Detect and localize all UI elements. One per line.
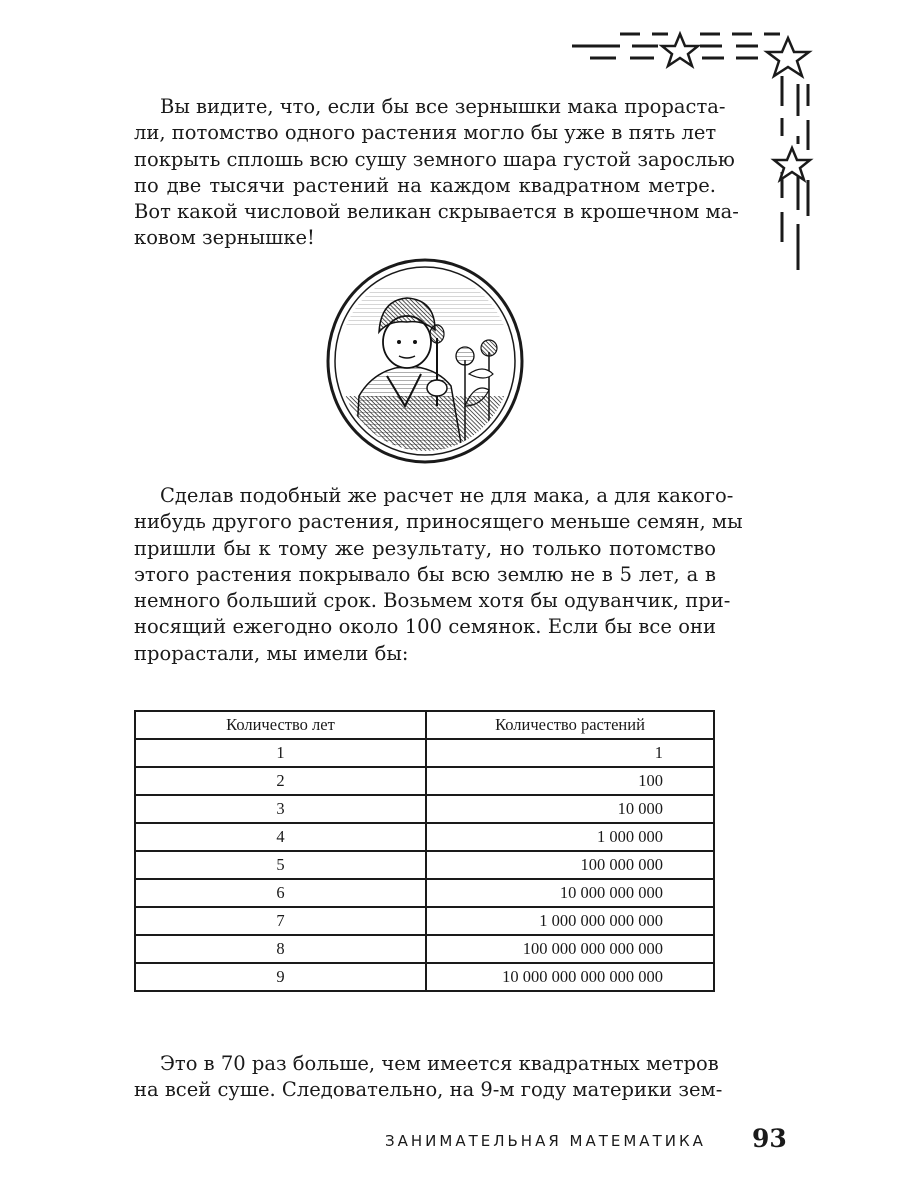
paragraph-2-line: пришли бы к тому же результату, но только потомство: [134, 536, 716, 560]
boy-with-poppies-medallion: [325, 256, 525, 466]
paragraph-1: [134, 94, 739, 252]
table-row: [135, 935, 714, 963]
paragraph-3: [134, 1051, 723, 1104]
paragraph-1-line: Вы видите, что, если бы все зернышки мака прораста-: [160, 95, 726, 118]
paragraph-3-line: Это в 70 раз больше, чем имеется квадратных метров: [160, 1052, 719, 1075]
years-column-header: Количество лет: [135, 711, 426, 739]
plants-cell: 10 000 000 000 000 000: [426, 963, 714, 991]
page-number: 93: [752, 1124, 787, 1153]
table-row: [135, 767, 714, 795]
years-cell: 7: [135, 907, 426, 935]
paragraph-2-line: носящий ежегодно около 100 семянок. Если бы все они: [134, 615, 716, 639]
plants-cell: 100 000 000 000 000: [426, 935, 714, 963]
table-row: [135, 907, 714, 935]
table-row: [135, 739, 714, 767]
years-cell: 1: [135, 739, 426, 767]
paragraph-1-line: покрыть сплошь всю сушу земного шара густой зарослью: [134, 147, 735, 171]
years-cell: 8: [135, 935, 426, 963]
plants-cell: 1 000 000: [426, 823, 714, 851]
table-row: [135, 795, 714, 823]
plants-cell: 1 000 000 000 000: [426, 907, 714, 935]
years-cell: 3: [135, 795, 426, 823]
plants-column-header: Количество растений: [426, 711, 714, 739]
paragraph-1-line: по две тысячи растений на каждом квадратном метре.: [134, 173, 716, 197]
paragraph-3-line: на всей суше. Следовательно, на 9-м году материки зем-: [134, 1078, 723, 1102]
plant-growth-table: [134, 710, 715, 992]
plants-cell: 100 000 000: [426, 851, 714, 879]
years-cell: 5: [135, 851, 426, 879]
plants-cell: 100: [426, 767, 714, 795]
table-row: [135, 823, 714, 851]
plants-cell: 1: [426, 739, 714, 767]
years-cell: 2: [135, 767, 426, 795]
table-row: [135, 879, 714, 907]
paragraph-1-line: ковом зернышке!: [134, 226, 315, 250]
years-cell: 6: [135, 879, 426, 907]
years-cell: 9: [135, 963, 426, 991]
paragraph-2-line: этого растения покрывало бы всю землю не в 5 лет, а в: [134, 562, 716, 586]
paragraph-1-line: Вот какой числовой великан скрывается в крошечном ма-: [134, 200, 739, 224]
paragraph-2-line: немного больший срок. Возьмем хотя бы одуванчик, при-: [134, 589, 731, 613]
paragraph-2: [134, 483, 743, 667]
table-row: [135, 963, 714, 991]
paragraph-2-line: Сделав подобный же расчет не для мака, а для какого-: [160, 484, 734, 507]
table-header-row: [135, 711, 714, 739]
table-row: [135, 851, 714, 879]
years-cell: 4: [135, 823, 426, 851]
plants-cell: 10 000: [426, 795, 714, 823]
paragraph-2-line: прорастали, мы имели бы:: [134, 641, 409, 665]
plants-cell: 10 000 000 000: [426, 879, 714, 907]
paragraph-1-line: ли, потомство одного растения могло бы уже в пять лет: [134, 121, 717, 145]
paragraph-2-line: нибудь другого растения, приносящего меньше семян, мы: [134, 510, 743, 534]
running-footer-title: ЗАНИМАТЕЛЬНАЯ МАТЕМАТИКА: [385, 1132, 706, 1150]
